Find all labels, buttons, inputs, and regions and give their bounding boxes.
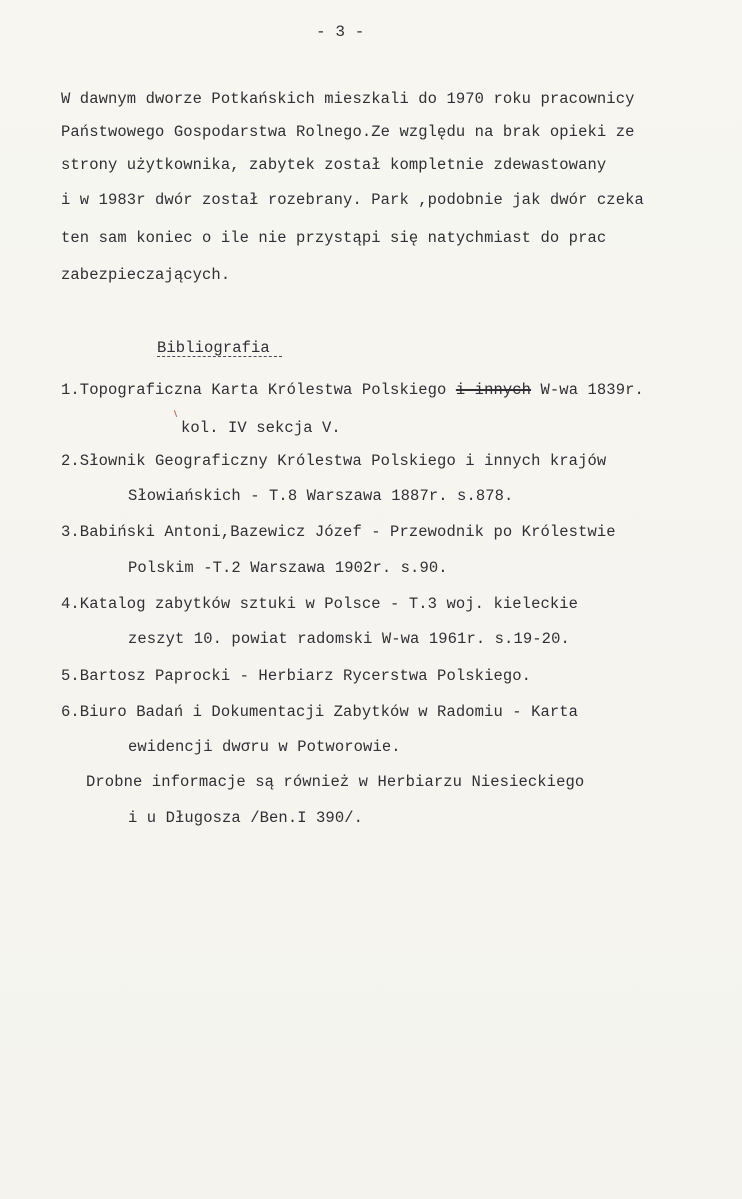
body-line-3: strony użytkownika, zabytek został kompletnie zdewastowany <box>61 156 607 174</box>
page-number: - 3 - <box>316 23 365 41</box>
body-line-6: zabezpieczających. <box>61 266 231 284</box>
bibliography-entry-2-cont: Słowiańskich - T.8 Warszawa 1887r. s.878. <box>128 487 514 505</box>
correction-mark <box>174 410 177 417</box>
closing-note-line-2: i u Długosza /Ben.I 390/. <box>128 809 364 827</box>
body-line-1: W dawnym dworze Potkańskich mieszkali do 1970 roku pracownicy <box>61 90 635 108</box>
body-line-4: i w 1983r dwór został rozebrany. Park ,podobnie jak dwór czeka <box>61 191 644 209</box>
bibliography-entry-6-cont: ewidencji dwσru w Potworowie. <box>128 738 401 756</box>
bibliography-entry-5: 5.Bartosz Paprocki - Herbiarz Rycerstwa Polskiego. <box>61 667 532 685</box>
bibliography-heading: Bibliografia <box>157 339 270 357</box>
struck-text: i-innych <box>455 381 532 399</box>
bibliography-entry-3: 3.Babiński Antoni,Bazewicz Józef - Przewodnik po Królestwie <box>61 523 616 541</box>
body-line-2: Państwowego Gospodarstwa Rolnego.Ze względu na brak opieki ze <box>61 123 635 141</box>
bibliography-entry-1 <box>61 380 644 400</box>
bibliography-entry-4: 4.Katalog zabytków sztuki w Polsce - T.3 woj. kieleckie <box>61 595 579 613</box>
bibliography-entry-6: 6.Biuro Badań i Dokumentacji Zabytków w Radomiu - Karta <box>61 703 579 721</box>
body-line-5: ten sam koniec o ile nie przystąpi się natychmiast do prac <box>61 229 607 247</box>
entry-1-text-end: W-wa 1839r. <box>531 381 644 399</box>
entry-1-text: 1.Topograficzna Karta Królestwa Polskiego <box>61 381 456 399</box>
heading-underline <box>157 356 282 357</box>
bibliography-entry-3-cont: Polskim -T.2 Warszawa 1902r. s.90. <box>128 559 448 577</box>
bibliography-entry-2: 2.Słownik Geograficzny Królestwa Polskiego i innych krajów <box>61 452 607 470</box>
bibliography-entry-1-cont: kol. IV sekcja V. <box>181 419 341 437</box>
closing-note-line-1: Drobne informacje są również w Herbiarzu Niesieckiego <box>86 773 585 791</box>
bibliography-entry-4-cont: zeszyt 10. powiat radomski W-wa 1961r. s.19-20. <box>128 630 570 648</box>
